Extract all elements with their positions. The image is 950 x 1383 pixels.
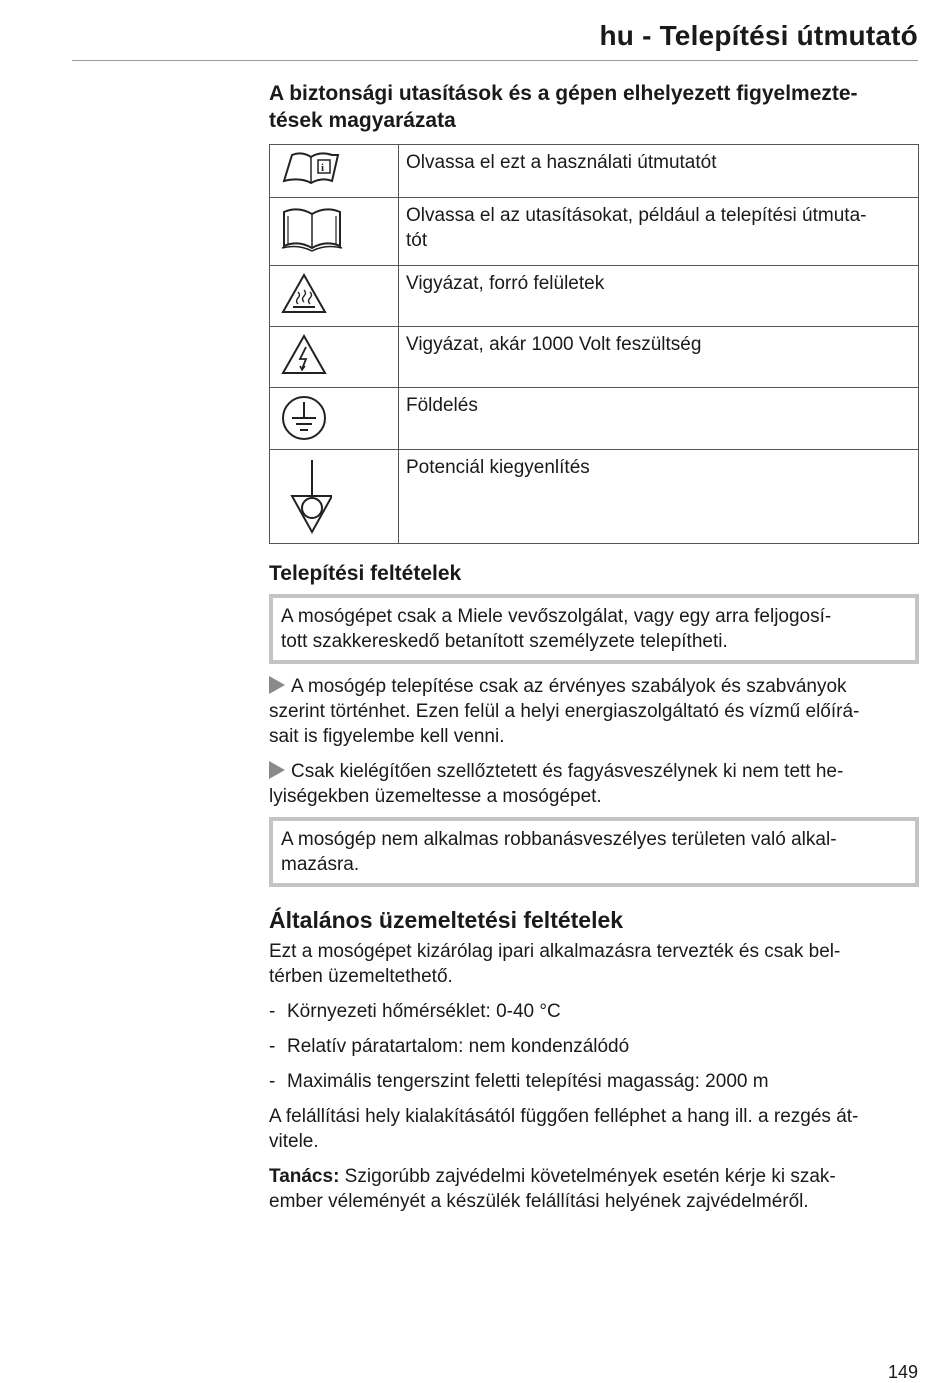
paragraph-text: térben üzemeltethető. (269, 966, 453, 987)
symbol-cell (270, 266, 399, 327)
symbol-description (399, 450, 919, 544)
list-item-text: Maximális tengerszint feletti telepítési magasság: 2000 m (287, 1071, 769, 1092)
description-text: Olvassa el ezt a használati útmutatót (406, 152, 717, 173)
description-text: Vigyázat, forró felületek (406, 273, 605, 294)
heading-line: A biztonsági utasítások és a gépen elhelyezett figyelmezte- (269, 82, 858, 105)
paragraph-text: lyiségekben üzemeltesse a mosógépet. (269, 786, 602, 807)
table-row (270, 388, 919, 450)
main-content (269, 80, 919, 1214)
paragraph-text: sait is figyelembe kell venni. (269, 726, 505, 747)
operating-intro-paragraph (269, 939, 919, 989)
instruction-paragraph (269, 674, 919, 749)
page-number: 149 (887, 1362, 918, 1382)
paragraph-text: szerint történhet. Ezen felül a helyi energiaszolgáltató és vízmű előírá- (269, 701, 860, 722)
symbol-cell (270, 145, 399, 198)
heading-line: tések magyarázata (269, 109, 456, 132)
list-item (269, 1034, 919, 1059)
open-book-icon (280, 204, 344, 252)
high-voltage-warning-icon (280, 333, 328, 377)
description-text: Földelés (406, 395, 478, 416)
earth-ground-icon (280, 394, 328, 442)
paragraph-text: A mosógép telepítése csak az érvényes szabályok és szabványok (291, 676, 847, 697)
paragraph-text: ember véleményét a készülék felállítási helyének zajvédelméről. (269, 1191, 809, 1212)
equipotential-bonding-icon (280, 456, 332, 536)
description-text: tót (406, 230, 428, 251)
table-row (270, 327, 919, 388)
explosion-note-box (269, 817, 919, 887)
list-dash: - (269, 1036, 276, 1057)
note-text: A mosógép nem alkalmas robbanásveszélyes területen való alkal- (281, 829, 837, 850)
symbol-description (399, 327, 919, 388)
tip-paragraph (269, 1164, 919, 1214)
hot-surface-warning-icon (280, 272, 328, 316)
tip-label: Tanács: (269, 1166, 340, 1187)
symbol-description (399, 388, 919, 450)
list-dash: - (269, 1071, 276, 1092)
bullet-triangle-icon (269, 676, 285, 694)
list-item (269, 999, 919, 1024)
paragraph-text: vitele. (269, 1131, 319, 1152)
svg-text:i: i (321, 162, 325, 174)
description-text: Potenciál kiegyenlítés (406, 457, 590, 478)
table-row (270, 266, 919, 327)
bullet-triangle-icon (269, 761, 285, 779)
vibration-paragraph (269, 1104, 919, 1154)
page-header-title: hu - Telepítési útmutató (599, 20, 918, 51)
header-divider (72, 60, 918, 61)
description-text: Olvassa el az utasításokat, például a telepítési útmuta- (406, 205, 867, 226)
safety-symbols-heading (269, 80, 919, 134)
operating-conditions-heading: Általános üzemeltetési feltételek (269, 907, 624, 933)
paragraph-text: A felállítási hely kialakításától függően felléphet a hang ill. a rezgés át- (269, 1106, 859, 1127)
paragraph-text: Ezt a mosógépet kizárólag ipari alkalmazásra tervezték és csak bel- (269, 941, 841, 962)
paragraph-text: Csak kielégítően szellőztetett és fagyásveszélynek ki nem tett he- (291, 761, 844, 782)
list-item (269, 1069, 919, 1094)
note-text: mazásra. (281, 854, 360, 875)
symbol-description (399, 145, 919, 198)
paragraph-text: Szigorúbb zajvédelmi követelmények esetén kérje ki szak- (339, 1166, 836, 1187)
symbol-cell (270, 388, 399, 450)
operating-conditions-list (269, 999, 919, 1094)
table-row (270, 145, 919, 198)
list-item-text: Relatív páratartalom: nem kondenzálódó (287, 1036, 630, 1057)
list-item-text: Környezeti hőmérséklet: 0-40 °C (287, 1001, 561, 1022)
note-text: tott szakkereskedő betanított személyzete telepítheti. (281, 631, 728, 652)
table-row (270, 450, 919, 544)
symbol-description (399, 266, 919, 327)
symbol-cell (270, 198, 399, 266)
installer-note-box (269, 594, 919, 664)
symbol-description (399, 198, 919, 266)
instruction-paragraph (269, 759, 919, 809)
installation-conditions-heading: Telepítési feltételek (269, 562, 462, 585)
symbol-cell (270, 450, 399, 544)
book-info-icon (280, 151, 342, 185)
safety-symbols-table (269, 144, 919, 544)
symbol-cell (270, 327, 399, 388)
note-text: A mosógépet csak a Miele vevőszolgálat, vagy egy arra feljogosí- (281, 606, 832, 627)
list-dash: - (269, 1001, 276, 1022)
description-text: Vigyázat, akár 1000 Volt feszültség (406, 334, 702, 355)
table-row (270, 198, 919, 266)
